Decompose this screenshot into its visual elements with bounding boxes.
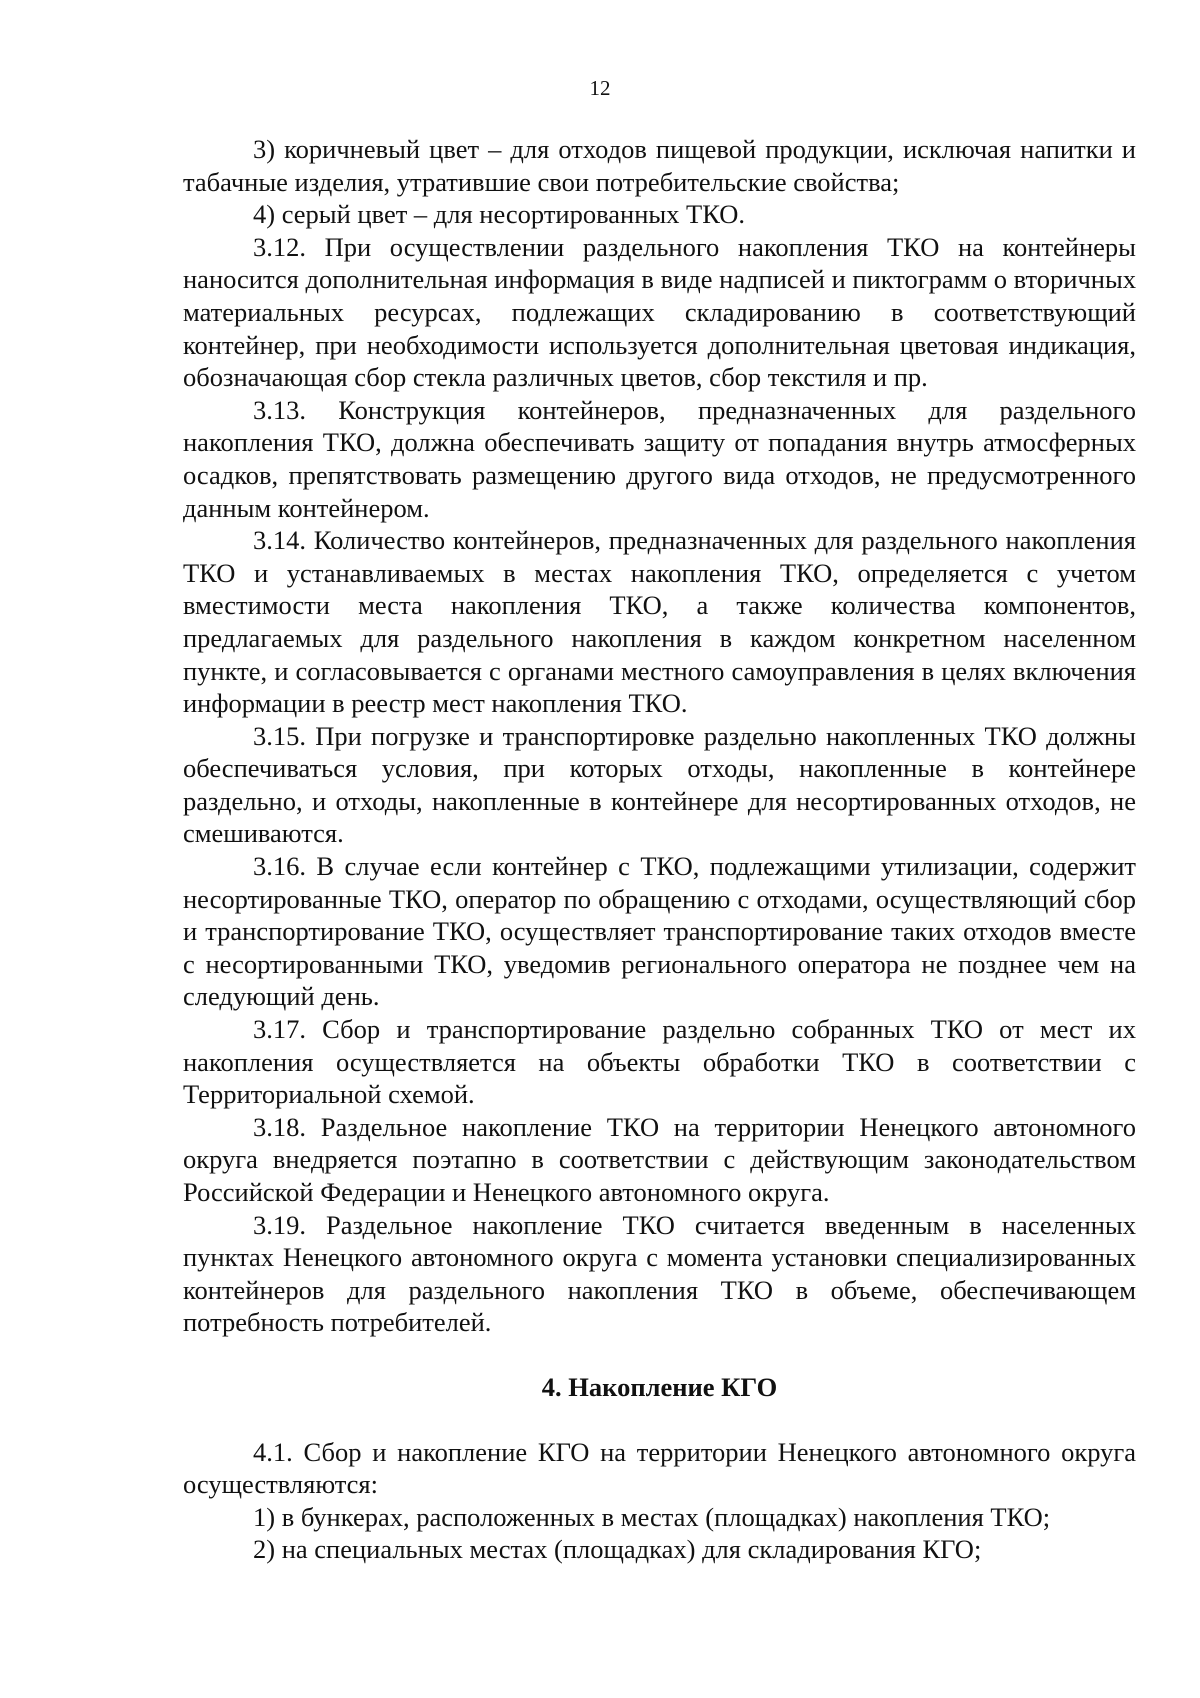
paragraph-3-13: 3.13. Конструкция контейнеров, предназначенных для раздельного накопления ТКО, должна обеспечивать защиту от попадания внутрь атмосферных осадков, препятствовать размещению другого вида отходов, не предусмотренного данным контейнером. — [183, 394, 1136, 523]
paragraph-4-1-item-1: 1) в бункерах, расположенных в местах (площадках) накопления ТКО; — [253, 1501, 1051, 1532]
paragraph-3-16: 3.16. В случае если контейнер с ТКО, подлежащими утилизации, содержит несортированные ТКО, оператор по обращению с отходами, осуществляющий сбор и транспортирование ТКО, осуществляет транспортирование таких отходов вместе с несортированными ТКО, уведомив регионального оператора не позднее чем на следующий день. — [183, 851, 1136, 1012]
paragraph-item-4-gray: 4) серый цвет – для несортированных ТКО. — [253, 199, 746, 230]
paragraph-4-1: 4.1. Сбор и накопление КГО на территории Ненецкого автономного округа осуществляются: — [183, 1436, 1136, 1500]
paragraph-3-17: 3.17. Сбор и транспортирование раздельно собранных ТКО от мест их накопления осуществляется на объекты обработки ТКО в соответствии с Территориальной схемой. — [183, 1014, 1136, 1110]
paragraph-3-18: 3.18. Раздельное накопление ТКО на территории Ненецкого автономного округа внедряется поэтапно в соответствии с действующим законодательством Российской Федерации и Ненецкого автономного округа. — [183, 1111, 1136, 1207]
paragraph-3-14: 3.14. Количество контейнеров, предназначенных для раздельного накопления ТКО и устанавливаемых в местах накопления ТКО, определяется с учетом вместимости места накопления ТКО, а также количества компонентов, предлагаемых для раздельного накопления в каждом конкретном населенном пункте, и согласовывается с органами местного самоуправления в целях включения информации в реестр мест накопления ТКО. — [183, 525, 1136, 719]
paragraph-3-15: 3.15. При погрузке и транспортировке раздельно накопленных ТКО должны обеспечиваться условия, при которых отходы, накопленные в контейнере раздельно, и отходы, накопленные в контейнере для несортированных отходов, не смешиваются. — [183, 720, 1136, 849]
paragraph-item-3-brown: 3) коричневый цвет – для отходов пищевой продукции, исключая напитки и табачные изделия, утратившие свои потребительские свойства; — [183, 134, 1136, 197]
paragraph-3-12: 3.12. При осуществлении раздельного накопления ТКО на контейнеры наносится дополнительная информация в виде надписей и пиктограмм о вторичных материальных ресурсах, подлежащих складированию в соответствующий контейнер, при необходимости используется дополнительная цветовая индикация, обозначающая сбор стекла различных цветов, сбор текстиля и пр. — [183, 231, 1137, 393]
paragraph-3-19: 3.19. Раздельное накопление ТКО считается введенным в населенных пунктах Ненецкого автономного округа с момента установки специализированных контейнеров для раздельного накопления ТКО в объеме, обеспечивающем потребность потребителей. — [183, 1209, 1136, 1338]
document-body — [183, 133, 1136, 1566]
page-number: 12 — [589, 76, 611, 100]
paragraph-4-1-item-2: 2) на специальных местах (площадках) для складирования КГО; — [253, 1534, 982, 1565]
section-heading: 4. Накопление КГО — [541, 1371, 778, 1402]
